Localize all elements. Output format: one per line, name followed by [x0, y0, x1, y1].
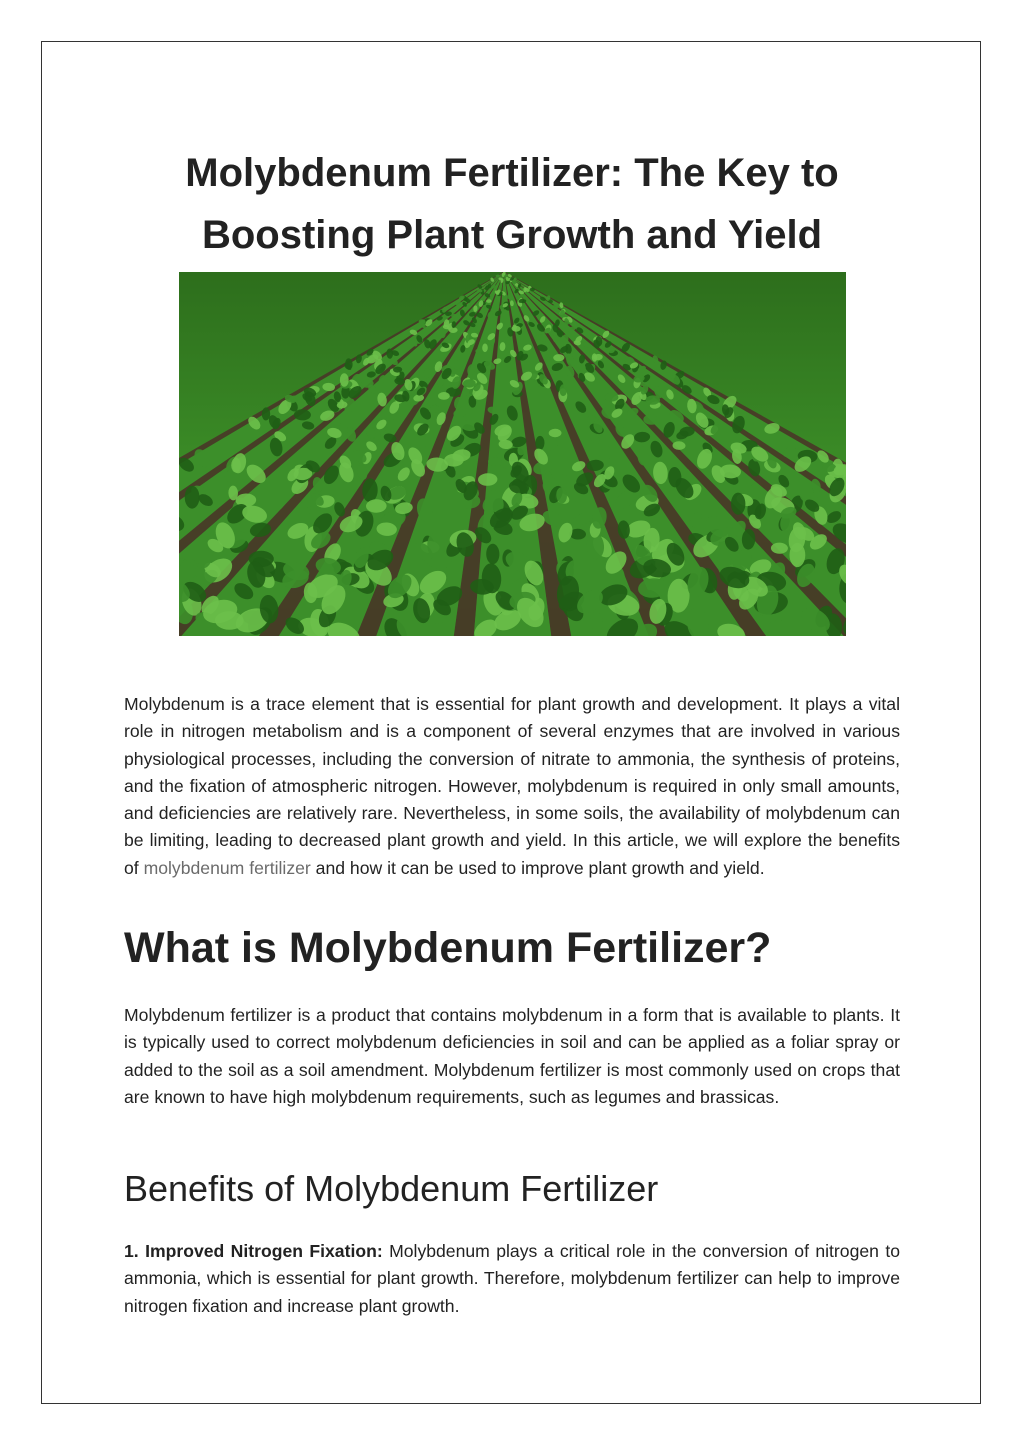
leaf: [185, 486, 200, 509]
intro-paragraph: [124, 691, 900, 882]
what-is-paragraph: Molybdenum fertilizer is a product that contains molybdenum in a form that is available to plants. It is typically used to correct molybdenum deficiencies in soil and can be applied as a foliar spray or added to the soil as a soil amendment. Molybdenum fertilizer is most commonly used on crops that are known to have high molybdenum requirements, such as legumes and brassicas.: [124, 1005, 900, 1107]
benefit-item-text: Molybdenum plays a critical role in the conversion of nitrogen to ammonia, which is essential for plant growth. Therefore, molybdenum fertilizer can help to improve nitrogen fixation and increase plant growth.: [124, 1241, 901, 1316]
benefit-item-lead: 1. Improved Nitrogen Fixation:: [124, 1241, 383, 1261]
crop-field-rows-image: [179, 272, 846, 636]
benefits-heading: Benefits of Molybdenum Fertilizer: [124, 1168, 659, 1209]
intro-text: Molybdenum is a trace element that is essential for plant growth and development. It plays a vital role in nitrogen metabolism and is a component of several enzymes that are involved in various physiological processes, including the conversion of nitrate to ammonia, the synthesis of proteins, and the fixation of atmospheric nitrogen. However, molybdenum is required in only small amounts, and deficiencies are relatively rare. Nevertheless, in some soils, the availability of molybdenum can be limiting, leading to decreased plant growth and yield. In this article, we will explore the benefits of: [124, 694, 900, 878]
hero-image: [179, 272, 846, 636]
benefit-item: [124, 1238, 900, 1320]
leaf: [449, 327, 458, 333]
intro-text-end: and how it can be used to improve plant growth and yield.: [315, 857, 765, 878]
page-title: Molybdenum Fertilizer: The Key to Boosting Plant Growth and Yield: [185, 151, 839, 257]
what-is-heading: What is Molybdenum Fertilizer?: [124, 924, 772, 972]
molybdenum-fertilizer-link[interactable]: molybdenum fertilizer: [143, 857, 311, 878]
